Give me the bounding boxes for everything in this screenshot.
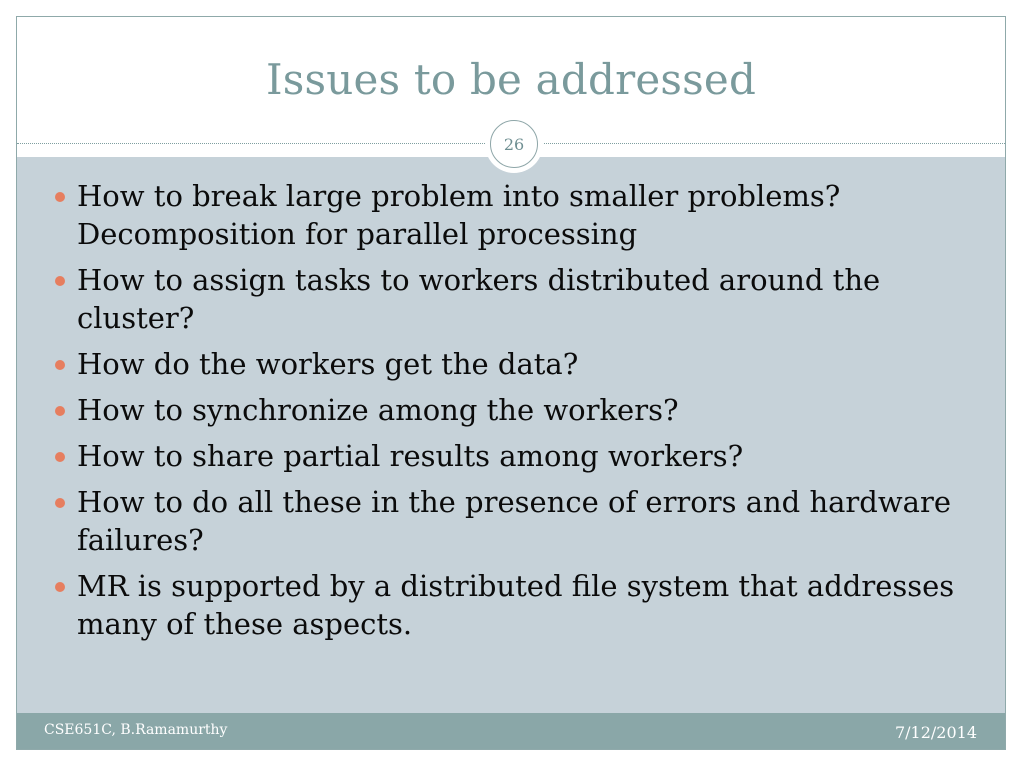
slide xyxy=(16,16,1006,750)
list-item xyxy=(55,483,955,559)
list-item xyxy=(55,177,955,253)
page-number-badge xyxy=(485,115,543,173)
list-item xyxy=(55,345,955,383)
bullet-text: How to break large problem into smaller problems? Decomposition for parallel processing xyxy=(77,179,841,251)
bullet-icon xyxy=(55,406,65,416)
bullet-icon xyxy=(55,276,65,286)
bullet-icon xyxy=(55,582,65,592)
bullet-text: How do the workers get the data? xyxy=(77,347,579,381)
slide-title: Issues to be addressed xyxy=(265,55,757,104)
footer-author: CSE651C, B.Ramamurthy xyxy=(44,722,228,738)
bullet-text: How to assign tasks to workers distributed around the cluster? xyxy=(77,263,881,335)
bullet-text: MR is supported by a distributed file system that addresses many of these aspects. xyxy=(77,569,955,641)
bullet-text: How to synchronize among the workers? xyxy=(77,393,679,427)
bullet-icon xyxy=(55,192,65,202)
list-item xyxy=(55,261,955,337)
list-item xyxy=(55,437,955,475)
bullet-text: How to do all these in the presence of errors and hardware failures? xyxy=(77,485,951,557)
bullet-icon xyxy=(55,360,65,370)
page-number: 26 xyxy=(490,120,538,168)
footer xyxy=(17,713,1005,749)
bullet-icon xyxy=(55,498,65,508)
bullet-list xyxy=(55,177,955,651)
bullet-text: How to share partial results among workers? xyxy=(77,439,744,473)
list-item xyxy=(55,391,955,429)
footer-date: 7/12/2014 xyxy=(894,723,977,742)
bullet-icon xyxy=(55,452,65,462)
list-item xyxy=(55,567,955,643)
